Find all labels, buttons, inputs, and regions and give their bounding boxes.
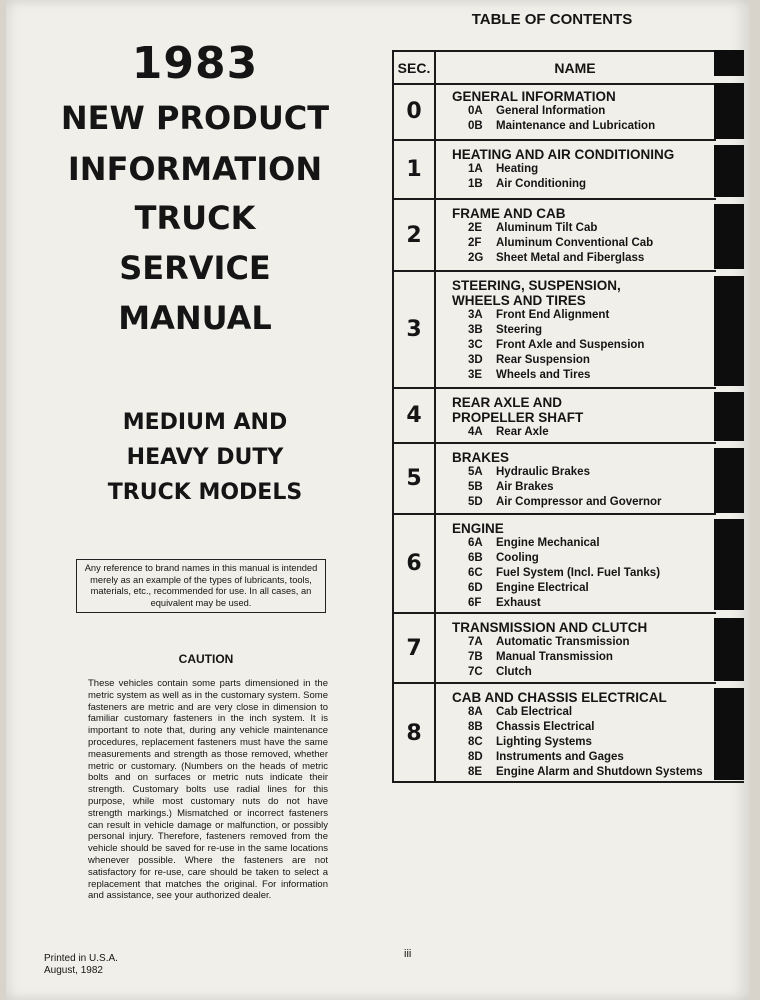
subsection-entry	[468, 566, 716, 581]
subsection-name: Rear Axle	[496, 426, 549, 438]
subsection-name: Air Compressor and Governor	[496, 496, 662, 508]
subsection-name: Clutch	[496, 666, 532, 678]
thumb-tab-marker	[714, 688, 744, 780]
manual-year: 1983	[131, 38, 259, 89]
section-entry	[452, 521, 716, 611]
caution-heading: CAUTION	[178, 652, 234, 666]
section-entry	[452, 278, 716, 383]
thumb-tab-marker	[714, 50, 744, 76]
toc-heading: TABLE OF CONTENTS	[471, 11, 633, 28]
subsection-name: Cooling	[496, 552, 539, 564]
section-number: 7	[394, 614, 436, 682]
manual-subtitle-line: TRUCK MODELS	[107, 480, 303, 505]
section-entry	[452, 450, 716, 510]
subsection-code: 5A	[468, 466, 483, 478]
subsection-code: 8E	[468, 766, 483, 778]
subsection-entry	[468, 465, 716, 480]
section-entry	[452, 395, 716, 440]
subsection-name: General Information	[496, 105, 606, 117]
toc-section-row	[394, 272, 716, 389]
subsection-code: 3E	[468, 369, 483, 381]
manual-title-line: INFORMATION	[67, 150, 323, 188]
manual-subtitle-line: HEAVY DUTY	[126, 445, 284, 470]
section-number: 8	[394, 684, 436, 783]
subsection-name: Aluminum Tilt Cab	[496, 222, 598, 234]
subsection-code: 7B	[468, 651, 483, 663]
subsection-name: Instruments and Gages	[496, 751, 624, 763]
section-number: 2	[394, 200, 436, 270]
manual-title-line: SERVICE	[119, 249, 271, 287]
subsection-code: 0A	[468, 105, 483, 117]
subsection-code: 8D	[468, 751, 483, 763]
toc-section-row	[394, 389, 716, 444]
subsection-code: 6D	[468, 582, 483, 594]
thumb-tab-marker	[714, 145, 744, 197]
subsection-name: Lighting Systems	[496, 736, 592, 748]
subsection-name: Heating	[496, 163, 539, 175]
subsection-code: 8C	[468, 736, 483, 748]
toc-section-row	[394, 515, 716, 614]
print-info	[44, 953, 118, 977]
subsection-entry	[468, 750, 716, 765]
subsection-entry	[468, 119, 716, 134]
subsection-code: 5B	[468, 481, 483, 493]
subsection-code: 3C	[468, 339, 483, 351]
subsection-code: 7C	[468, 666, 483, 678]
subsection-entry	[468, 536, 716, 551]
subsection-entry	[468, 735, 716, 750]
subsection-name: Exhaust	[496, 597, 541, 609]
subsection-name: Air Conditioning	[496, 178, 587, 190]
subsection-name: Rear Suspension	[496, 354, 590, 366]
section-number: 6	[394, 515, 436, 612]
subsection-entry	[468, 353, 716, 368]
subsection-entry	[468, 705, 716, 720]
subsection-name: Chassis Electrical	[496, 721, 595, 733]
subsection-name: Engine Mechanical	[496, 537, 600, 549]
subsection-name: Wheels and Tires	[496, 369, 591, 381]
subsection-entry	[468, 162, 716, 177]
subsection-entry	[468, 104, 716, 119]
thumb-tab-marker	[714, 276, 744, 386]
subsection-entry	[468, 236, 716, 251]
subsection-name: Maintenance and Lubrication	[496, 120, 656, 132]
caution-text: These vehicles contain some parts dimensioned in the metric system as well as in the customary system. Some fasteners are metric and are very close in dimension to familiar customary fasteners in the inch system. It is important to note that, during any vehicle maintenance procedures, replacement fasteners must have the same measurements and strength as those removed, whether metric or customary. (Numbers on the heads of metric bolts and on surfaces or metric nuts indicate their strength. Customary bolts use radial lines for this purpose, while most customary nuts do not have strength markings.) Mismatched or incorrect fasteners can result in vehicle damage or malfunction, or possibly personal injury. Therefore, fasteners removed from the vehicle should be saved for re-use in the same locations whenever possible. Where the fasteners are not satisfactory for re-use, care should be taken to select a replacement that matches the original. For information and assistance, see your authorized dealer.	[88, 678, 328, 902]
section-title: ENGINE	[452, 521, 504, 536]
name-column-header: NAME	[554, 59, 596, 76]
subsection-entry	[468, 635, 716, 650]
section-title: TRANSMISSION AND CLUTCH	[452, 620, 648, 635]
subsection-name: Fuel System (Incl. Fuel Tanks)	[496, 567, 661, 579]
subsection-entry	[468, 368, 716, 383]
section-title: REAR AXLE AND	[452, 395, 563, 410]
toc-section-row	[394, 141, 716, 200]
thumb-tab-marker	[714, 519, 744, 610]
section-number: 1	[394, 141, 436, 198]
toc-table	[392, 50, 744, 783]
subsection-name: Automatic Transmission	[496, 636, 630, 648]
subsection-code: 1A	[468, 163, 483, 175]
printed-country: Printed in U.S.A.	[44, 953, 118, 964]
subsection-name: Front End Alignment	[496, 309, 610, 321]
manual-subtitle-line: MEDIUM AND	[122, 410, 288, 435]
subsection-name: Engine Alarm and Shutdown Systems	[496, 766, 703, 778]
section-title: GENERAL INFORMATION	[452, 89, 616, 104]
subsection-entry	[468, 251, 716, 266]
subsection-code: 6B	[468, 552, 483, 564]
subsection-entry	[468, 765, 716, 780]
section-number: 3	[394, 272, 436, 387]
subsection-name: Manual Transmission	[496, 651, 613, 663]
subsection-entry	[468, 323, 716, 338]
section-number: 0	[394, 83, 436, 139]
section-entry	[452, 620, 716, 680]
toc-header-row	[394, 52, 716, 85]
section-entry	[452, 690, 716, 780]
subsection-entry	[468, 581, 716, 596]
section-title: BRAKES	[452, 450, 510, 465]
subsection-name: Steering	[496, 324, 543, 336]
toc-section-row	[394, 200, 716, 272]
section-entry	[452, 89, 716, 134]
manual-title-line: TRUCK	[134, 199, 256, 237]
sec-column-header: SEC.	[394, 52, 436, 83]
subsection-entry	[468, 665, 716, 680]
subsection-code: 8B	[468, 721, 483, 733]
subsection-entry	[468, 650, 716, 665]
section-title: HEATING AND AIR CONDITIONING	[452, 147, 675, 162]
subsection-code: 2G	[468, 252, 484, 264]
section-number: 4	[394, 389, 436, 442]
subsection-entry	[468, 495, 716, 510]
thumb-tab-marker	[714, 448, 744, 513]
subsection-name: Cab Electrical	[496, 706, 573, 718]
section-entry	[452, 206, 716, 266]
subsection-entry	[468, 596, 716, 611]
brand-notice-box: Any reference to brand names in this manual is intended merely as an example of the types of lubricants, tools, materials, etc., recommended for use. In all cases, an equivalent may be used.	[76, 559, 326, 613]
section-title-cont: PROPELLER SHAFT	[452, 410, 584, 425]
manual-title-line: NEW PRODUCT	[60, 99, 330, 137]
section-title: STEERING, SUSPENSION,	[452, 278, 621, 293]
subsection-name: Air Brakes	[496, 481, 554, 493]
subsection-entry	[468, 425, 716, 440]
toc-section-row	[394, 83, 716, 141]
page-number: iii	[404, 948, 412, 960]
subsection-code: 3A	[468, 309, 483, 321]
subsection-code: 3B	[468, 324, 483, 336]
subsection-entry	[468, 177, 716, 192]
thumb-tab-marker	[714, 83, 744, 139]
toc-section-row	[394, 684, 716, 783]
subsection-code: 2F	[468, 237, 482, 249]
manual-page	[6, 0, 750, 1000]
subsection-name: Front Axle and Suspension	[496, 339, 645, 351]
subsection-code: 5D	[468, 496, 483, 508]
subsection-code: 6C	[468, 567, 483, 579]
subsection-code: 3D	[468, 354, 483, 366]
section-title-cont: WHEELS AND TIRES	[452, 293, 586, 308]
subsection-code: 2E	[468, 222, 483, 234]
thumb-tab-marker	[714, 618, 744, 681]
subsection-entry	[468, 720, 716, 735]
subsection-code: 4A	[468, 426, 483, 438]
subsection-name: Aluminum Conventional Cab	[496, 237, 654, 249]
thumb-tab-marker	[714, 204, 744, 269]
subsection-code: 6A	[468, 537, 483, 549]
subsection-code: 8A	[468, 706, 483, 718]
subsection-name: Engine Electrical	[496, 582, 589, 594]
subsection-code: 7A	[468, 636, 483, 648]
section-title: FRAME AND CAB	[452, 206, 566, 221]
print-date: August, 1982	[44, 965, 103, 976]
section-title: CAB AND CHASSIS ELECTRICAL	[452, 690, 667, 705]
toc-section-row	[394, 444, 716, 515]
subsection-entry	[468, 221, 716, 236]
manual-title-line: MANUAL	[118, 299, 272, 337]
section-number: 5	[394, 444, 436, 513]
subsection-entry	[468, 480, 716, 495]
subsection-name: Sheet Metal and Fiberglass	[496, 252, 645, 264]
subsection-name: Hydraulic Brakes	[496, 466, 590, 478]
subsection-code: 6F	[468, 597, 482, 609]
thumb-tab-marker	[714, 392, 744, 441]
subsection-code: 0B	[468, 120, 483, 132]
subsection-entry	[468, 338, 716, 353]
toc-section-row	[394, 614, 716, 684]
subsection-entry	[468, 308, 716, 323]
subsection-entry	[468, 551, 716, 566]
section-entry	[452, 147, 716, 192]
subsection-code: 1B	[468, 178, 483, 190]
